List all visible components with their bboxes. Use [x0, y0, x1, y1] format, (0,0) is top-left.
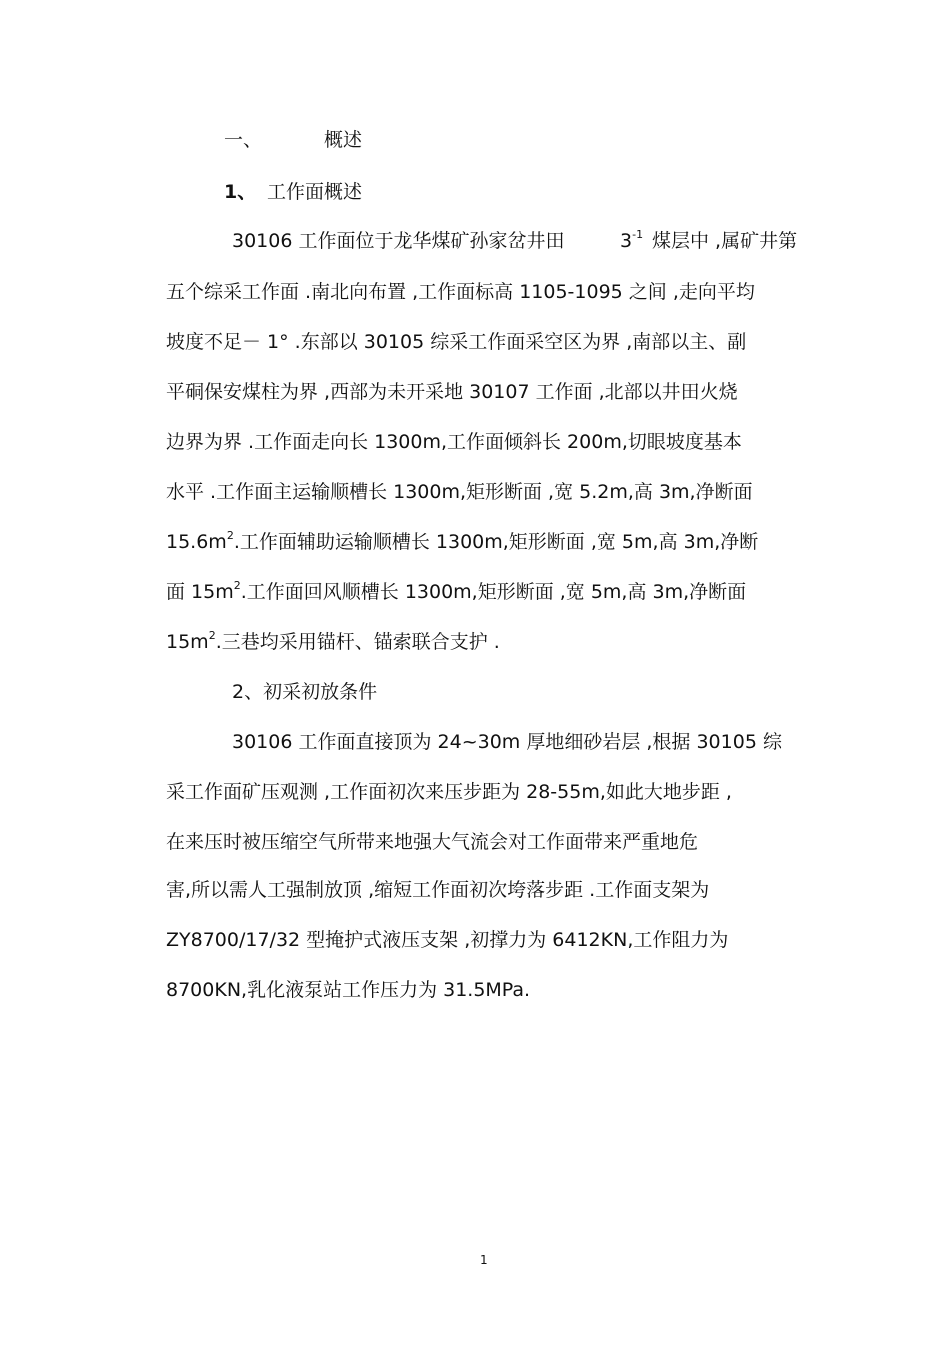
- text-run: 五个综采工作面 .南北向布置 ,工作面标高 1105-1095 之间 ,走向平均: [166, 281, 755, 303]
- paragraph-line: [0, 972, 950, 1008]
- paragraph-line: [0, 724, 950, 760]
- subsection-title: 工作面概述: [267, 181, 363, 203]
- superscript: 2: [233, 578, 241, 592]
- superscript: 2: [226, 528, 234, 542]
- paragraph-line: [0, 824, 950, 860]
- text-run: [166, 574, 746, 610]
- paragraph-line: [0, 474, 950, 510]
- paragraph-line: [0, 922, 950, 958]
- text-run: 30106 工作面位于龙华煤矿孙家岔井田: [232, 230, 565, 252]
- paragraph-line: [0, 223, 950, 259]
- page-number: 1: [480, 1253, 488, 1267]
- text-run: 15m: [166, 631, 209, 653]
- paragraph-line: [0, 872, 950, 908]
- text-run: 30106 工作面直接顶为 24~30m 厚地细砂岩层 ,根据 30105 综: [232, 731, 782, 753]
- text-run: [166, 624, 500, 660]
- text-run: 15.6m: [166, 531, 227, 553]
- text-run: 平硐保安煤柱为界 ,西部为未开采地 30107 工作面 ,北部以井田火烧: [166, 381, 738, 403]
- subsection-title: 2、初采初放条件: [232, 681, 378, 703]
- text-run: ZY8700/17/32 型掩护式液压支架 ,初撑力为 6412KN,工作阻力为: [166, 929, 729, 951]
- text-run: 3: [620, 230, 633, 252]
- paragraph-line: [0, 424, 950, 460]
- text-run: [166, 524, 758, 560]
- section-title: 概述: [324, 129, 363, 151]
- subsection-number: 1、: [224, 181, 257, 203]
- paragraph-line: [0, 324, 950, 360]
- paragraph-line: [0, 574, 950, 610]
- text-run: 在来压时被压缩空气所带来地强大气流会对工作面带来严重地危: [166, 831, 699, 853]
- text-run: 坡度不足－ 1° .东部以 30105 综采工作面采空区为界 ,南部以主、副: [166, 331, 747, 353]
- text-run: [620, 223, 643, 259]
- text-run: .工作面回风顺槽长 1300m,矩形断面 ,宽 5m,高 3m,净断面: [240, 581, 747, 603]
- subsection-heading: [0, 674, 950, 710]
- text-run: 边界为界 .工作面走向长 1300m,工作面倾斜长 200m,切眼坡度基本: [166, 431, 742, 453]
- text-run: .三巷均采用锚杆、锚索联合支护 .: [215, 631, 500, 653]
- section-number: 一、: [224, 129, 263, 151]
- text-run: 害,所以需人工强制放顶 ,缩短工作面初次垮落步距 .工作面支架为: [166, 879, 710, 901]
- paragraph-line: [0, 524, 950, 560]
- text-run: 采工作面矿压观测 ,工作面初次来压步距为 28-55m,如此大地步距 ,: [166, 781, 732, 803]
- text-run: 8700KN,乳化液泵站工作压力为 31.5MPa.: [166, 979, 531, 1001]
- subsection-heading: [0, 174, 950, 210]
- paragraph-line: [0, 774, 950, 810]
- text-run: 水平 .工作面主运输顺槽长 1300m,矩形断面 ,宽 5.2m,高 3m,净断面: [166, 481, 753, 503]
- text-run: 面 15m: [166, 581, 234, 603]
- paragraph-line: [0, 374, 950, 410]
- section-heading: [0, 122, 950, 158]
- text-run: 煤层中 ,属矿井第: [652, 230, 798, 252]
- paragraph-line: [0, 624, 950, 660]
- text-run: .工作面辅助运输顺槽长 1300m,矩形断面 ,宽 5m,高 3m,净断: [233, 531, 759, 553]
- superscript: 2: [208, 628, 216, 642]
- superscript: -1: [632, 227, 644, 241]
- paragraph-line: [0, 274, 950, 310]
